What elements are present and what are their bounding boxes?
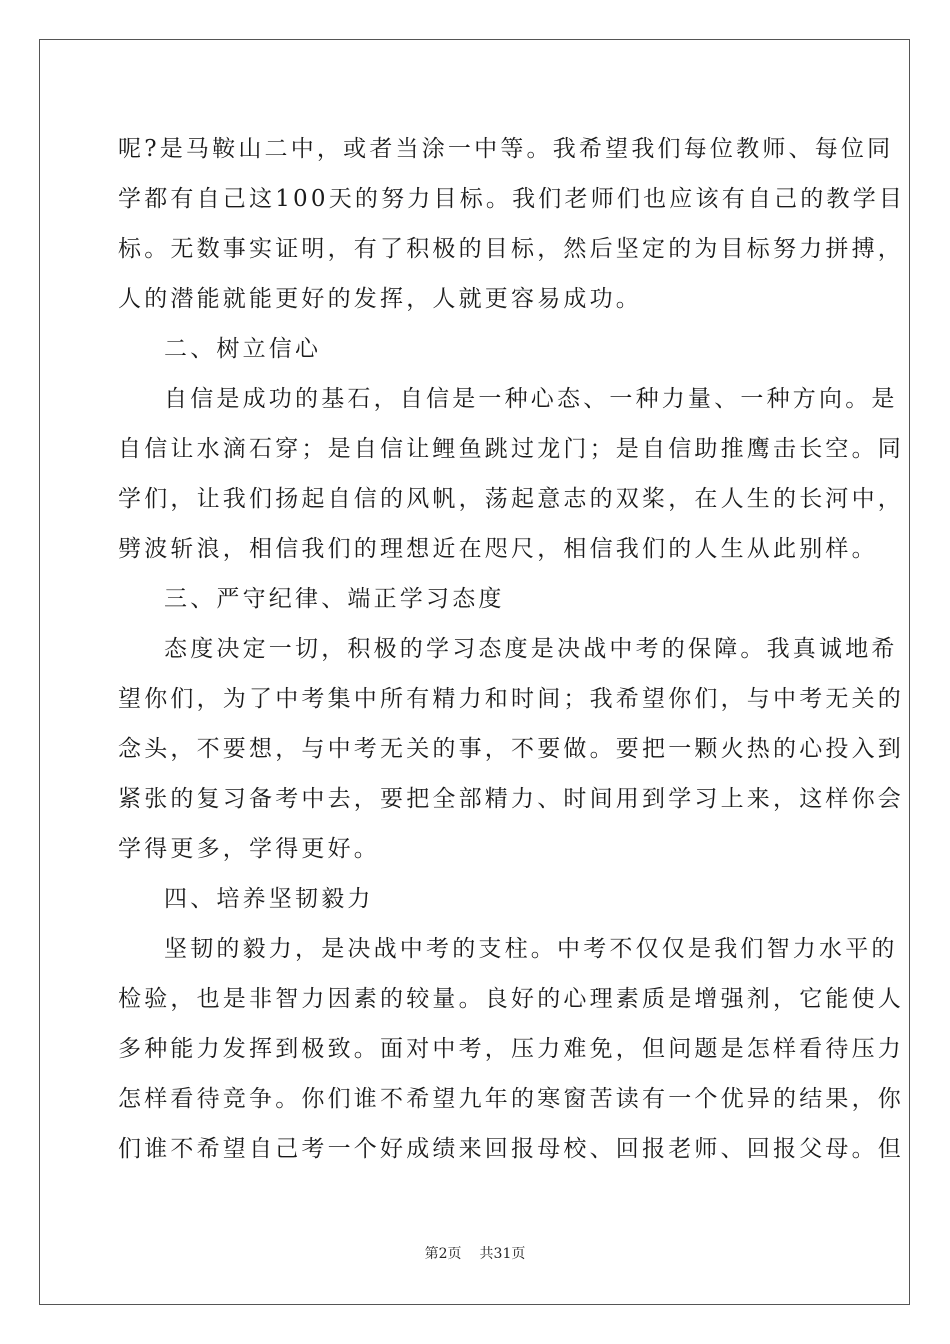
body-line: 学们，让我们扬起自信的风帆，荡起意志的双桨，在人生的长河中，	[118, 486, 904, 512]
body-line: 学得更多，学得更好。	[118, 836, 380, 862]
section-heading: 三、严守纪律、端正学习态度	[164, 586, 505, 612]
page-total: 共31页	[479, 1246, 526, 1262]
section-heading: 二、树立信心	[164, 336, 322, 362]
body-line: 自信是成功的基石，自信是一种心态、一种力量、一种方向。是	[164, 386, 898, 412]
body-line: 紧张的复习备考中去，要把全部精力、时间用到学习上来，这样你会	[118, 786, 904, 812]
body-line: 标。无数事实证明，有了积极的目标，然后坚定的为目标努力拼搏，	[118, 236, 904, 262]
section-heading: 四、培养坚韧毅力	[164, 886, 374, 912]
body-line: 态度决定一切，积极的学习态度是决战中考的保障。我真诚地希	[164, 636, 898, 662]
page-footer	[0, 1244, 950, 1264]
body-line: 们谁不希望自己考一个好成绩来回报母校、回报老师、回报父母。但	[118, 1136, 904, 1162]
body-line: 怎样看待竞争。你们谁不希望九年的寒窗苦读有一个优异的结果，你	[118, 1086, 904, 1112]
body-line: 劈波斩浪，相信我们的理想近在咫尺，相信我们的人生从此别样。	[118, 536, 878, 562]
page-border	[39, 39, 910, 1305]
body-line: 念头，不要想，与中考无关的事，不要做。要把一颗火热的心投入到	[118, 736, 904, 762]
body-line: 呢?是马鞍山二中，或者当涂一中等。我希望我们每位教师、每位同	[118, 136, 894, 162]
body-line: 学都有自己这100天的努力目标。我们老师们也应该有自己的教学目	[118, 186, 906, 212]
body-line: 检验，也是非智力因素的较量。良好的心理素质是增强剂，它能使人	[118, 986, 904, 1012]
body-line: 人的潜能就能更好的发挥，人就更容易成功。	[118, 286, 642, 312]
body-line: 自信让水滴石穿；是自信让鲤鱼跳过龙门；是自信助推鹰击长空。同	[118, 436, 904, 462]
body-line: 坚韧的毅力，是决战中考的支柱。中考不仅仅是我们智力水平的	[164, 936, 898, 962]
body-line: 望你们，为了中考集中所有精力和时间；我希望你们，与中考无关的	[118, 686, 904, 712]
body-line: 多种能力发挥到极致。面对中考，压力难免，但问题是怎样看待压力	[118, 1036, 904, 1062]
page-number: 第2页	[424, 1246, 462, 1262]
